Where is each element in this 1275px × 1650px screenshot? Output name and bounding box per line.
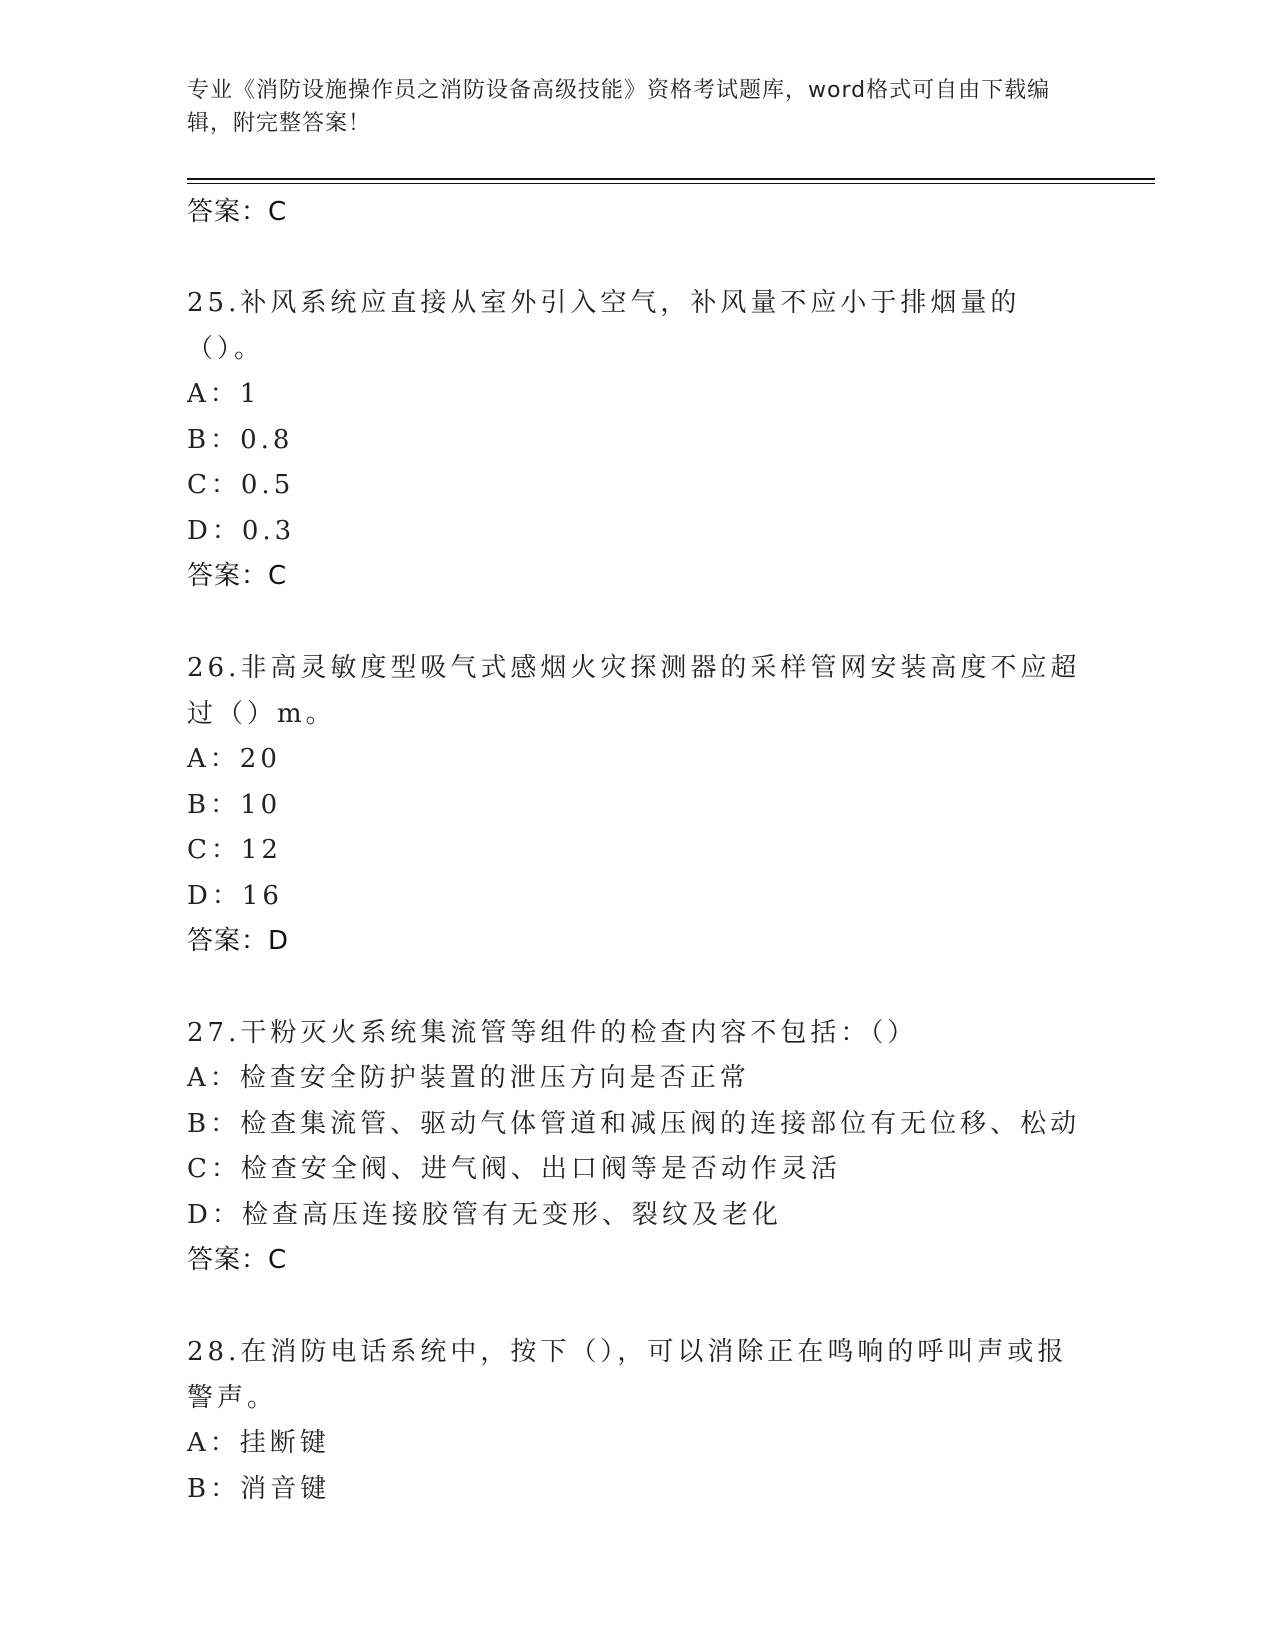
option-d: D：检查高压连接胶管有无变形、裂纹及老化 (187, 1199, 782, 1230)
document-header: 专业《消防设施操作员之消防设备高级技能》资格考试题库，word格式可自由下载编辑，附完整答案！ (187, 78, 1051, 136)
question-stem: 28.在消防电话系统中，按下（），可以消除正在鸣响的呼叫声或报警声。 (187, 1337, 1068, 1413)
question-28 (187, 1329, 1087, 1512)
option-a: A：1 (187, 379, 261, 409)
option-d: D：16 (187, 880, 283, 911)
question-answer: 答案：C (187, 561, 288, 591)
option-b: B：消音键 (187, 1473, 331, 1504)
header-divider-thin (187, 183, 1155, 184)
header-divider-thick (187, 178, 1155, 180)
question-list (187, 190, 1087, 1512)
question-26 (187, 645, 1087, 964)
previous-answer: 答案：C (187, 197, 288, 227)
option-b: B：10 (187, 789, 282, 820)
option-c: C：检查安全阀、进气阀、出口阀等是否动作灵活 (187, 1154, 841, 1184)
option-b: B：0.8 (187, 424, 294, 455)
question-25 (187, 280, 1087, 599)
option-a: A：检查安全防护装置的泄压方向是否正常 (187, 1063, 750, 1093)
question-stem: 25.补风系统应直接从室外引入空气，补风量不应小于排烟量的（）。 (187, 288, 1021, 364)
option-a: A：20 (187, 744, 281, 774)
option-c: C：0.5 (187, 470, 295, 500)
question-answer: 答案：D (187, 926, 290, 956)
option-b: B：检查集流管、驱动气体管道和减压阀的连接部位有无位移、松动 (187, 1108, 1081, 1139)
question-stem: 26.非高灵敏度型吸气式感烟火灾探测器的采样管网安装高度不应超过（）m。 (187, 653, 1081, 729)
question-27 (187, 1010, 1087, 1283)
option-d: D：0.3 (187, 515, 296, 546)
question-stem: 27.干粉灭火系统集流管等组件的检查内容不包括：（） (187, 1018, 918, 1048)
question-answer: 答案：C (187, 1245, 288, 1275)
option-a: A：挂断键 (187, 1428, 330, 1458)
option-c: C：12 (187, 835, 282, 865)
